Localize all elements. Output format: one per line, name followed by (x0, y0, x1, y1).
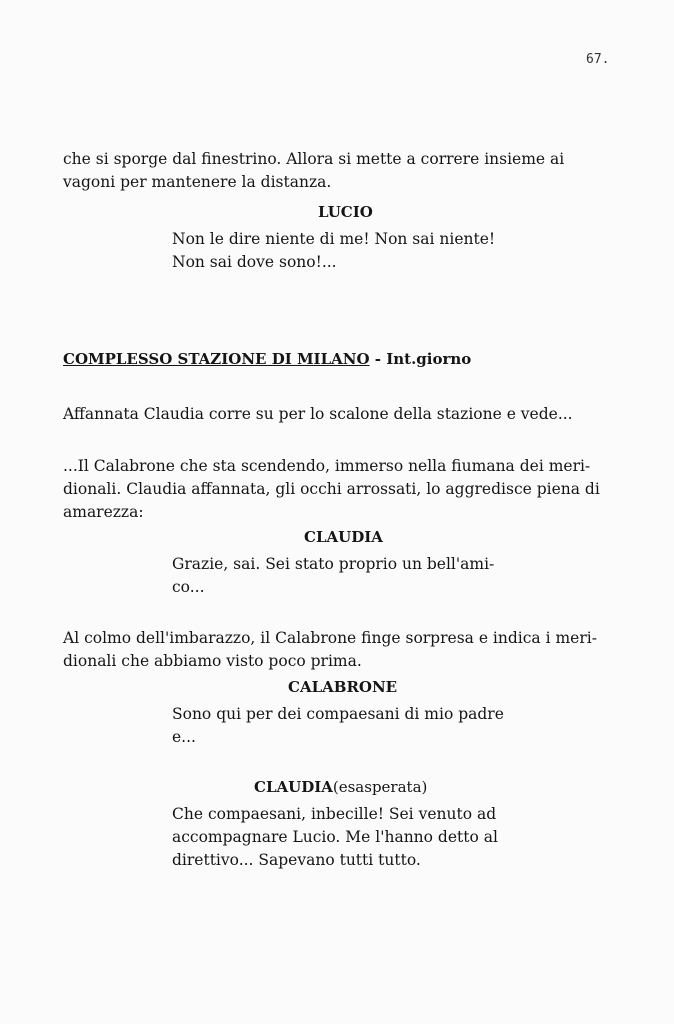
dialogue (172, 228, 522, 274)
dialogue-line: Che compaesani, inbecille! Sei venuto ad (172, 805, 497, 823)
text-line: ...Il Calabrone che sta scendendo, immerso nella fiumana dei meri- (63, 457, 591, 475)
dialogue-line: Sono qui per dei compaesani di mio padre (172, 705, 504, 723)
dialogue (172, 553, 522, 599)
dialogue (172, 803, 522, 872)
scene-time: Int.giorno (386, 350, 472, 368)
dialogue (172, 703, 522, 749)
text-line: Al colmo dell'imbarazzo, il Calabrone finge sorpresa e indica i meri- (63, 629, 597, 647)
action-paragraph (63, 148, 623, 194)
dialogue-line: e... (172, 728, 196, 746)
action-paragraph (63, 455, 623, 524)
text-line: Affannata Claudia corre su per lo scalone della stazione e vede... (63, 405, 573, 423)
dialogue-line: Non le dire niente di me! Non sai niente! (172, 230, 496, 248)
cue-parenthetical: (esasperata) (332, 778, 428, 796)
cue-name: CLAUDIA (254, 778, 333, 796)
character-cue: CALABRONE (288, 678, 398, 696)
action-paragraph (63, 403, 623, 426)
dialogue-line: co... (172, 578, 205, 596)
text-line: amarezza: (63, 503, 144, 521)
dialogue-line: Grazie, sai. Sei stato proprio un bell'ami- (172, 555, 495, 573)
character-cue: LUCIO (318, 203, 373, 221)
dialogue-line: accompagnare Lucio. Me l'hanno detto al (172, 828, 498, 846)
character-cue (254, 778, 427, 796)
scene-separator: - (369, 350, 387, 368)
action-paragraph (63, 627, 623, 673)
page-number: 67. (586, 52, 610, 67)
text-line: dionali. Claudia affannata, gli occhi arrossati, lo aggredisce piena di (63, 480, 600, 498)
dialogue-line: Non sai dove sono!... (172, 253, 337, 271)
text-line: vagoni per mantenere la distanza. (63, 173, 332, 191)
dialogue-line: direttivo... Sapevano tutti tutto. (172, 851, 421, 869)
scene-location: COMPLESSO STAZIONE DI MILANO (63, 350, 370, 368)
text-line: dionali che abbiamo visto poco prima. (63, 652, 362, 670)
text-line: che si sporge dal finestrino. Allora si mette a correre insieme ai (63, 150, 565, 168)
scene-heading (63, 350, 471, 368)
character-cue: CLAUDIA (304, 528, 383, 546)
